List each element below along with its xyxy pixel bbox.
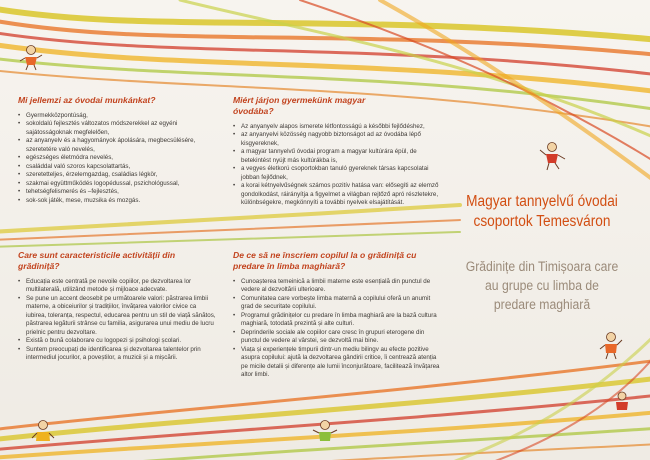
list-item: • Suntem preocupați de identificarea și dezvoltarea talentelor prin intermediul jocurilor, a poveștilor, a muzicii și a mișcării. (18, 346, 218, 363)
section-heading: Miért járjon gyermekünk magyar óvodába? (233, 95, 366, 116)
section-heading: Mi jellemzi az óvodai munkánkat? (18, 95, 156, 105)
list-item: • Viața și experiențele timpurii dintr-un mediu bilingv au efecte pozitive asupra copilului: ajută la dezvoltarea gândirii critice, îi centrează atenția pe micile detalii și diferențe ale lumii înconjurătoare, facilitează învățarea altor limbi. (233, 346, 441, 380)
list-item: • egészséges életmódra nevelés, (18, 154, 218, 162)
bullet-list (233, 123, 441, 208)
title-hungarian: Magyar tannyelvű óvodai csoportok Temesváron (466, 193, 618, 230)
bullet-list (18, 278, 218, 363)
kid-illustration-1 (18, 43, 44, 71)
section-hu-why (233, 95, 441, 208)
list-item: • családdal való szoros kapcsolattartás, (18, 163, 218, 171)
list-item: • Comunitatea care vorbește limba maternă a copilului oferă un anumit grad de securitate copilului. (233, 295, 441, 312)
list-item: • szeretetteljes, érzelemgazdag, családias légkör, (18, 171, 218, 179)
kid-illustration-2 (538, 140, 568, 172)
list-item: • Programul grădinițelor cu predare în limba maghiară are la bază cultura maghiară, totodată prezintă și alte culturi. (233, 312, 441, 329)
section-heading: Care sunt caracteristicile activității din grădiniță? (18, 250, 176, 271)
list-item: • Cunoașterea temeinică a limbii materne este esențială din punctul de vedere al dezvoltării ulterioare. (233, 278, 441, 295)
list-item: • Gyermekközpontúság, (18, 112, 218, 120)
list-item: • a vegyes életkorú csoportokban tanuló gyereknek társas kapcsolatai jobban fejlődnek, (233, 165, 441, 182)
list-item: • az anyanyelv és a hagyományok ápolására, megbecsülésére, szeretetére való nevelés, (18, 137, 218, 154)
section-hu-activities (18, 95, 218, 205)
list-item: • Se pune un accent deosebit pe următoarele valori: păstrarea limbii materne, a obiceiurilor și tradițiilor, învățarea valorilor civice ca iubirea, toleranța, respectul, educarea pentru un stil de viață sănătos, păstrarea legăturii strânse cu familia, asigurarea unui mediu de lucru prielnic pentru dezvoltare. (18, 295, 218, 337)
kid-illustration-6 (610, 390, 634, 412)
list-item: • szakmai együttműködés logopédussal, pszichológussal, (18, 180, 218, 188)
bullet-list (233, 278, 441, 379)
list-item: • sokoldalú fejlesztés változatos módszerekkel az egyéni sajátosságoknak megfelelően, (18, 120, 218, 137)
kid-illustration-5 (598, 330, 624, 360)
list-item: • Educația este centrată pe nevoile copiilor, pe dezvoltarea lor multilaterală, utilizând metode și mijloace adecvate. (18, 278, 218, 295)
section-heading: De ce să ne înscriem copilul la o grădiniță cu predare în limba maghiară? (233, 250, 417, 271)
kid-illustration-4 (312, 418, 338, 448)
section-ro-activities (18, 250, 218, 363)
bullet-list (18, 112, 218, 205)
list-item: • tehetségfelismerés és –fejlesztés, (18, 188, 218, 196)
list-item: • Există o bună colaborare cu logopezi și psihologi școlari. (18, 337, 218, 345)
list-item: • a magyar tannyelvű óvodai program a magyar kultúrára épül, de betekintést nyújt más kultúrákba is, (233, 148, 441, 165)
kid-illustration-3 (30, 418, 56, 448)
title-romanian: Grădinițe din Timișoara care au grupe cu limba de predare maghiară (465, 259, 619, 313)
list-item: • a korai kétnyelvűségnek számos pozitív hatása van: elősegíti az elemző gondolkodást, ráirányítja a figyelmet a világban rejtőző apró részletekre, különbségekre, megkönnyíti a további nyelvek elsajátítását. (233, 182, 441, 207)
list-item: • sok-sok játék, mese, muzsika és mozgás. (18, 197, 218, 205)
list-item: • Deprinderile sociale ale copiilor care cresc în grupuri eterogene din punctul de vedere al vârstei, se dezvoltă mai bine. (233, 329, 441, 346)
list-item: • az anyanyelvi közösség nagyobb biztonságot ad az óvodába lépő kisgyereknek, (233, 131, 441, 148)
section-ro-why (233, 250, 441, 379)
list-item: • Az anyanyelv alapos ismerete létfontosságú a későbbi fejlődéshez, (233, 123, 441, 131)
